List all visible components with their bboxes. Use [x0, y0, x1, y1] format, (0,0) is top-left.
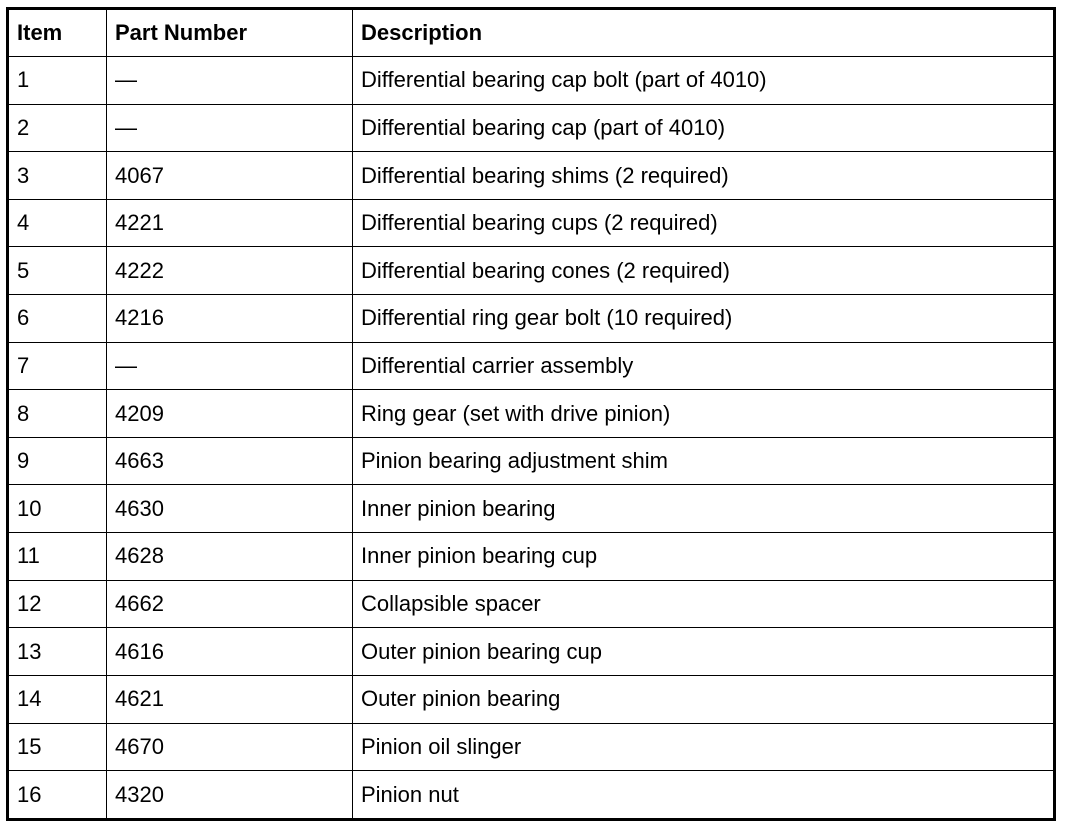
- item-cell: 5: [8, 247, 107, 295]
- description-cell: Ring gear (set with drive pinion): [353, 390, 1055, 438]
- table-row: [8, 295, 1055, 343]
- item-cell: 15: [8, 723, 107, 771]
- table-row: [8, 199, 1055, 247]
- table-row: [8, 628, 1055, 676]
- table-header: [8, 9, 1055, 57]
- part-number-cell: 4630: [107, 485, 353, 533]
- table-row: [8, 723, 1055, 771]
- description-cell: Differential ring gear bolt (10 required): [353, 295, 1055, 343]
- part-number-cell: 4621: [107, 675, 353, 723]
- item-cell: 14: [8, 675, 107, 723]
- part-number-cell: 4221: [107, 199, 353, 247]
- item-cell: 1: [8, 57, 107, 105]
- description-cell: Collapsible spacer: [353, 580, 1055, 628]
- table-row: [8, 485, 1055, 533]
- part-number-cell: —: [107, 57, 353, 105]
- item-cell: 11: [8, 533, 107, 581]
- table-row: [8, 437, 1055, 485]
- part-number-cell: 4216: [107, 295, 353, 343]
- table-row: [8, 580, 1055, 628]
- part-number-cell: 4628: [107, 533, 353, 581]
- description-cell: Outer pinion bearing: [353, 675, 1055, 723]
- item-cell: 4: [8, 199, 107, 247]
- description-cell: Differential bearing shims (2 required): [353, 152, 1055, 200]
- description-cell: Inner pinion bearing cup: [353, 533, 1055, 581]
- table-row: [8, 104, 1055, 152]
- table-body: [8, 57, 1055, 820]
- header-row: [8, 9, 1055, 57]
- description-cell: Differential bearing cap bolt (part of 4010): [353, 57, 1055, 105]
- item-cell: 7: [8, 342, 107, 390]
- description-cell: Differential bearing cap (part of 4010): [353, 104, 1055, 152]
- header-description: Description: [353, 9, 1055, 57]
- description-cell: Differential carrier assembly: [353, 342, 1055, 390]
- description-cell: Outer pinion bearing cup: [353, 628, 1055, 676]
- table-row: [8, 57, 1055, 105]
- description-cell: Pinion nut: [353, 771, 1055, 820]
- description-cell: Pinion oil slinger: [353, 723, 1055, 771]
- table-row: [8, 675, 1055, 723]
- item-cell: 13: [8, 628, 107, 676]
- table-row: [8, 152, 1055, 200]
- header-part-number: Part Number: [107, 9, 353, 57]
- table-row: [8, 247, 1055, 295]
- item-cell: 16: [8, 771, 107, 820]
- part-number-cell: 4222: [107, 247, 353, 295]
- description-cell: Differential bearing cups (2 required): [353, 199, 1055, 247]
- item-cell: 6: [8, 295, 107, 343]
- part-number-cell: —: [107, 104, 353, 152]
- table-row: [8, 342, 1055, 390]
- item-cell: 9: [8, 437, 107, 485]
- parts-table: [6, 7, 1056, 821]
- part-number-cell: 4662: [107, 580, 353, 628]
- part-number-cell: 4670: [107, 723, 353, 771]
- item-cell: 2: [8, 104, 107, 152]
- table-row: [8, 771, 1055, 820]
- part-number-cell: 4663: [107, 437, 353, 485]
- description-cell: Pinion bearing adjustment shim: [353, 437, 1055, 485]
- table-row: [8, 390, 1055, 438]
- part-number-cell: 4067: [107, 152, 353, 200]
- header-item: Item: [8, 9, 107, 57]
- item-cell: 12: [8, 580, 107, 628]
- description-cell: Differential bearing cones (2 required): [353, 247, 1055, 295]
- item-cell: 8: [8, 390, 107, 438]
- part-number-cell: 4320: [107, 771, 353, 820]
- item-cell: 3: [8, 152, 107, 200]
- item-cell: 10: [8, 485, 107, 533]
- part-number-cell: —: [107, 342, 353, 390]
- part-number-cell: 4209: [107, 390, 353, 438]
- description-cell: Inner pinion bearing: [353, 485, 1055, 533]
- part-number-cell: 4616: [107, 628, 353, 676]
- table-row: [8, 533, 1055, 581]
